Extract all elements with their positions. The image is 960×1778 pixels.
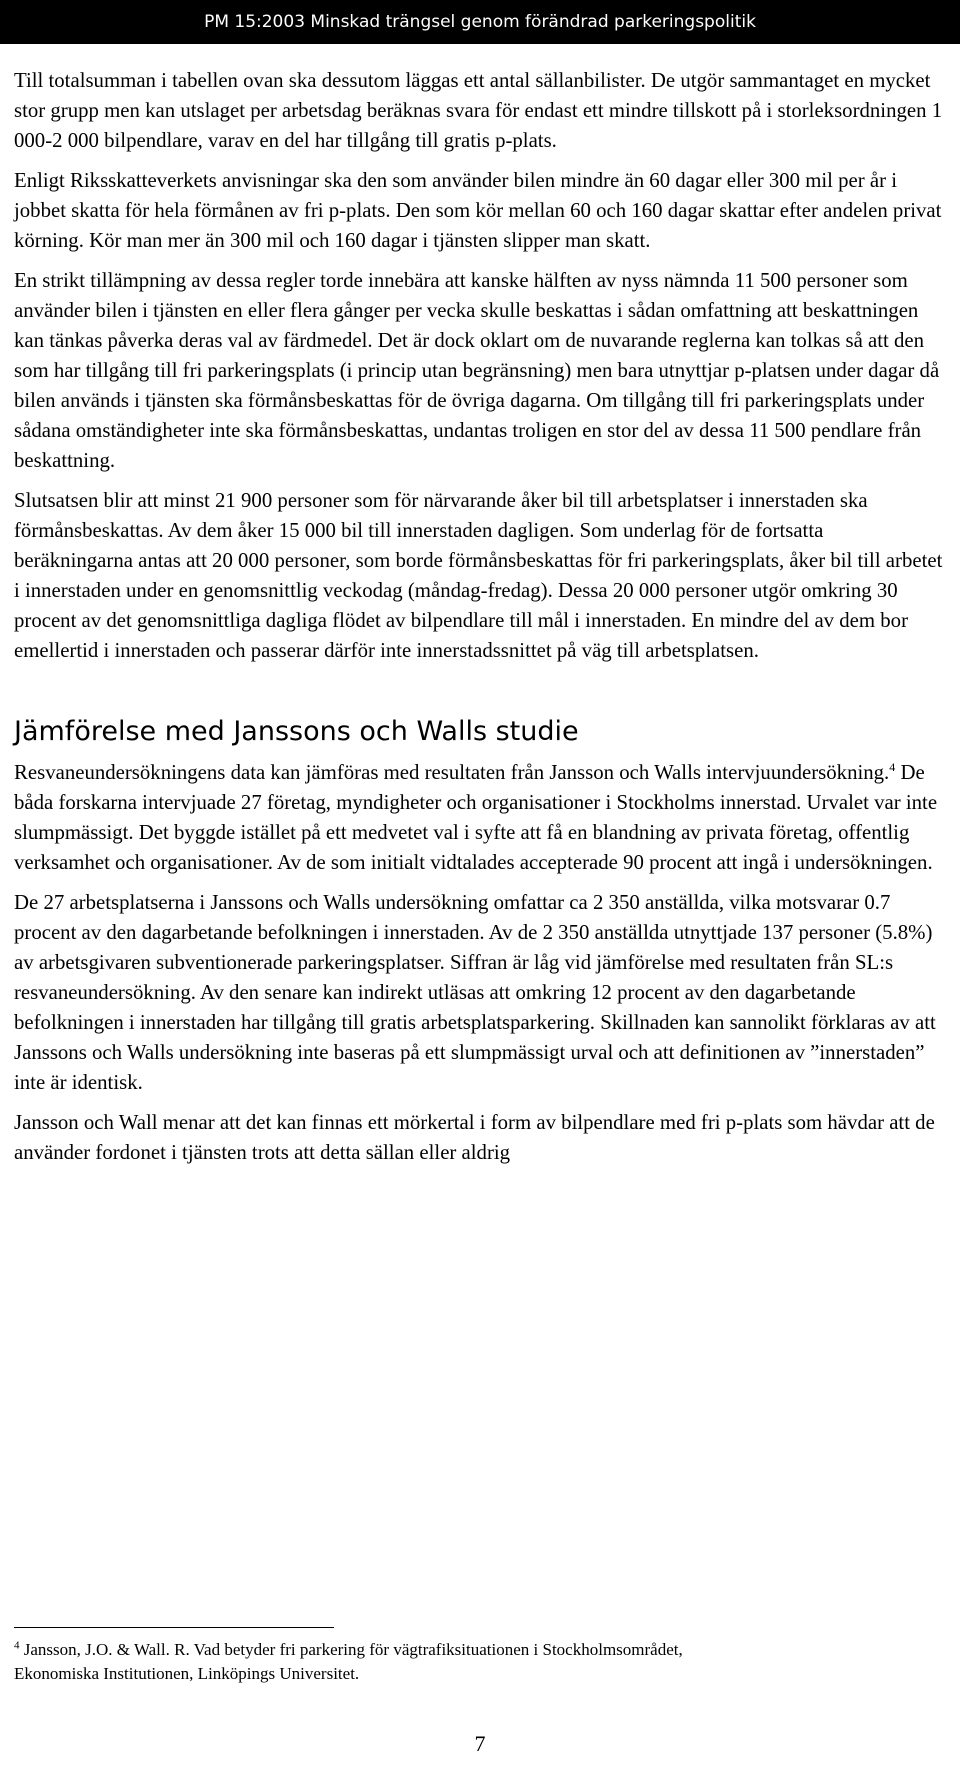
footnote-reference[interactable]: 4 [889, 760, 896, 775]
footnote-line [14, 1638, 946, 1662]
paragraph-text: De båda forskarna intervjuade 27 företag, myndigheter och organisationer i Stockholms innerstad. Urvalet var inte slumpmässigt. Det byggde istället på ett medvetet val i syfte att få en blandning av privata företag, offentlig verksamhet och organisationer. Av de som initialt vidtalades accepterade 90 procent att ingå i undersökningen. [14, 761, 938, 874]
paragraph: Jansson och Wall menar att det kan finnas ett mörkertal i form av bilpendlare med fri p-plats som hävdar att de använder fordonet i tjänsten trots att detta sällan eller aldrig [14, 1111, 935, 1164]
paragraph: Till totalsumman i tabellen ovan ska dessutom läggas ett antal sällanbilister. De utgör sammantaget en mycket stor grupp men kan utslaget per arbetsdag beräknas svara för endast ett mindre tillskott på i storleksordningen 1 000-2 000 bilpendlare, varav en del har tillgång till gratis p-plats. [14, 69, 943, 152]
header-title: PM 15:2003 Minskad trängsel genom förändrad parkeringspolitik [204, 12, 756, 32]
footnote-line: Ekonomiska Institutionen, Linköpings Universitet. [14, 1664, 360, 1683]
footnote [14, 1638, 946, 1686]
paragraph [14, 758, 946, 878]
footnote-divider [14, 1627, 334, 1628]
paragraph: De 27 arbetsplatserna i Janssons och Walls undersökning omfattar ca 2 350 anställda, vilka motsvarar 0.7 procent av den dagarbetande befolkningen i innerstaden. Av de 2 350 anställda utnyttjade 137 personer (5.8%) av arbetsgivaren subventionerade parkeringsplatser. Siffran är låg vid jämförelse med resultaten från SL:s resvaneundersökning. Av den senare kan indirekt utläsas att omkring 12 procent av den dagarbetande befolkningen i innerstaden har tillgång till gratis arbetsplatsparkering. Skillnaden kan sannolikt förklaras av att Janssons och Walls undersökning inte baseras på ett slumpmässigt urval och att definitionen av ”innerstaden” inte är identisk. [14, 891, 936, 1094]
footnote-text: Jansson, J.O. & Wall. R. Vad betyder fri parkering för vägtrafiksituationen i Stockholmsområdet, [19, 1640, 683, 1659]
paragraph-text: Resvaneundersökningens data kan jämföras med resultaten från Jansson och Walls intervjuundersökning. [14, 761, 890, 784]
paragraph: En strikt tillämpning av dessa regler torde innebära att kanske hälften av nyss nämnda 11 500 personer som använder bilen i tjänsten en eller flera gånger per vecka skulle beskattas i sådan omfattning att beskattningen kan tänkas påverka deras val av färdmedel. Det är dock oklart om de nuvarande reglerna kan tolkas så att den som har tillgång till fri parkeringsplats (i princip utan begränsning) men bara utnyttjar p-platsen under dagar då bilen används i tjänsten ska förmånsbeskattas för de övriga dagarna. Om tillgång till fri parkeringsplats under sådana omständigheter inte ska förmånsbeskattas, undantas troligen en stor del av dessa 11 500 pendlare från beskattning. [14, 269, 940, 472]
running-header [0, 0, 960, 44]
section-heading: Jämförelse med Janssons och Walls studie [14, 716, 579, 747]
page-body [14, 66, 946, 1178]
paragraph: Enligt Riksskatteverkets anvisningar ska den som använder bilen mindre än 60 dagar eller 300 mil per år i jobbet skatta för hela förmånen av fri p-plats. Den som kör mellan 60 och 160 dagar skattar efter andelen privat körning. Kör man mer än 300 mil och 160 dagar i tjänsten slipper man skatt. [14, 169, 942, 252]
paragraph: Slutsatsen blir att minst 21 900 personer som för närvarande åker bil till arbetsplatser i innerstaden ska förmånsbeskattas. Av dem åker 15 000 bil till innerstaden dagligen. Som underlag för de fortsatta beräkningarna antas att 20 000 personer, som borde förmånsbeskattas för fri parkeringsplats, åker bil till arbetet i innerstaden under en genomsnittlig veckodag (måndag-fredag). Dessa 20 000 personer utgör omkring 30 procent av det genomsnittliga dagliga flödet av bilpendlare till mål i innerstaden. En mindre del av dem bor emellertid i innerstaden och passerar därför inte innerstadssnittet på väg till arbetsplatsen. [14, 489, 943, 662]
footnote-number: 4 [14, 1639, 20, 1652]
page-number: 7 [474, 1731, 486, 1756]
